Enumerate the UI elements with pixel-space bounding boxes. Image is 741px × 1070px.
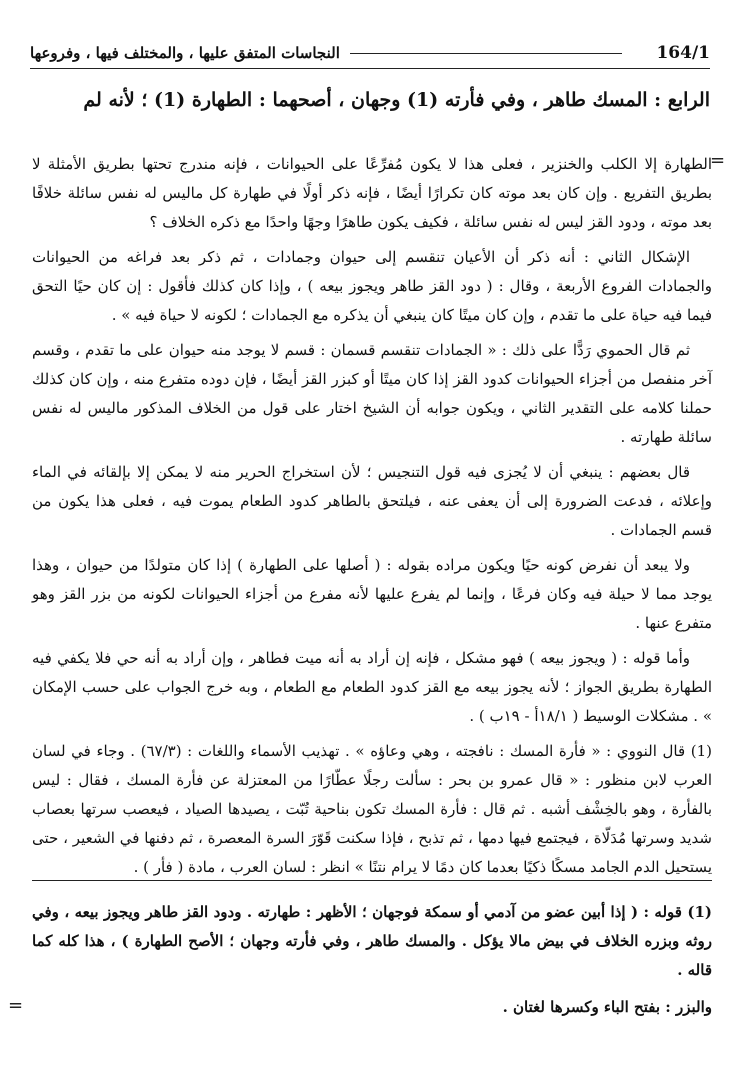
footnote-separator [32,880,712,881]
paragraph: الإشكال الثاني : أنه ذكر أن الأعيان تنقسم إلى حيوان وجمادات ، ثم ذكر بعد فراغه من الحيوانات والجمادات الفروع الأربعة ، وقال : ( دود القز طاهر ويجوز بيعه ) ، وإذا كان كذلك فأقول : إن كان حيًا التحق فيما فيه حياة على ما تقدم ، وإن كان ميتًا كان ينبغي أن يذكره مع الجمادات ؛ لكونه لا حياة فيه » . [32,248,712,324]
continuation-mark: = [8,995,24,1016]
page-header [30,42,710,64]
paragraph: ولا يبعد أن نفرض كونه حيًا ويكون مراده بقوله : ( أصلها على الطهارة ) إذا كان متولدًا من حيوان ، وهذا يوجد مما لا حيلة فيه وكان فرعًا ، وإنما لم يفرع عليها لأنه مفرع من أجزاء الحيوانات لكونه من بزر القز وهو متفرع عنها . [32,556,712,632]
paragraph: ثم قال الحموي رَدًّا على ذلك : « الجمادات تنقسم قسمان : قسم لا يوجد منه حيوان على ما تقدم ، وقسم آخر منفصل من أجزاء الحيوانات كدود القز إذا كان ميتًا أو كبزر القز أيضًا ، فإن دوده متفرع منه ، وإن كان كذلك حملنا كلامه على التقدير الثاني ، ويكون جوابه أن الشيخ اختار على قول من الخلاف المذكور ماليس له نفس سائلة طهارته . [32,341,712,446]
paragraph: الطهارة إلا الكلب والخنزير ، فعلى هذا لا يكون مُفرِّعًا على الحيوانات ، فإنه مندرج تحتها بطريق الأمثلة لا بطريق التفريع . وإن كان بعد موته كان تكرارًا أيضًا ، فإنه ذكر أولًا في طهارة كل ماليس له نفس سائلة خلافًا بعد موته ، ودود القز ليس له نفس سائلة ، فكيف يكون طاهرًا وجهًا واحدًا مع ذكره الخلاف ؟ [32,155,712,231]
continuation-mark: = [710,150,726,171]
commentary-body [32,150,712,888]
header-rule [350,53,622,54]
running-title: النجاسات المتفق عليها ، والمختلف فيها ، وفروعها [30,44,340,62]
footnote: (1) قوله : ( إذا أبين عضو من آدمي أو سمكة فوجهان ؛ الأظهر : طهارته . ودود القز طاهر ويجوز بيعه ، وفي روثه وبزره الخلاف في بيض مالا يؤكل . والمسك طاهر ، وفي فأرته وجهان ؛ الأصح الطهارة ) ، هذا كله كما قاله . [32,903,712,979]
paragraph: وأما قوله : ( ويجوز بيعه ) فهو مشكل ، فإنه إن أراد به أنه ميت فطاهر ، وإن أراد به أنه حي فلا يكفي فيه الطهارة بطريق الجواز ؛ لأنه يجوز بيعه مع القز كدود الطعام مع الطعام ، وبه خرج الجواب على حسب الإمكان » . مشكلات الوسيط ( ١٨/١أ - ١٩ب ) . [32,649,712,725]
page-number: 164/1 [656,43,710,63]
footnote-paragraph: (1) قال النووي : « فأرة المسك : نافجته ، وهي وعاؤه » . تهذيب الأسماء واللغات : (٦٧/٣) . وجاء في لسان العرب لابن منظور : « قال عمرو بن بحر : سألت رجلًا عطّارًا من المعتزلة عن فأرة المسك ، فقال : ليس بالفأرة ، وهو بالخِشْف أشبه . ثم قال : فأرة المسك تكون بناحية تُبّت ، يصيدها الصياد ، فيعصب سرتها بعصاب شديد وسرتها مُدَلّاة ، فيجتمع فيها دمها ، ثم تذبح ، فإذا سكنت قَوّرَ السرة المعصرة ، ثم دفنها في الشعير ، حتى يستحيل الدم الجامد مسكًا ذكيًا بعدما كان دمًا لا يرام نتنًا » انظر : لسان العرب ، مادة ( فأر ) . [32,742,712,876]
paragraph: قال بعضهم : ينبغي أن لا يُجزى فيه قول التنجيس ؛ لأن استخراج الحرير منه لا يمكن إلا بإلقائه في الماء وإعلائه ، فدعت الضرورة إلى أن يعفى عنه ، فيلتحق بالطاهر كدود الطعام يموت فيه ، فعلى هذا يكون من قسم الجمادات . [32,463,712,539]
footnotes [32,898,712,1030]
footnote: والبزر : بفتح الباء وكسرها لغتان . [502,998,712,1016]
matn-text: الرابع : المسك طاهر ، وفي فأرته (1) وجهان ، أصحهما : الطهارة (1) ؛ لأنه لم [83,89,710,111]
header-divider [30,68,710,69]
